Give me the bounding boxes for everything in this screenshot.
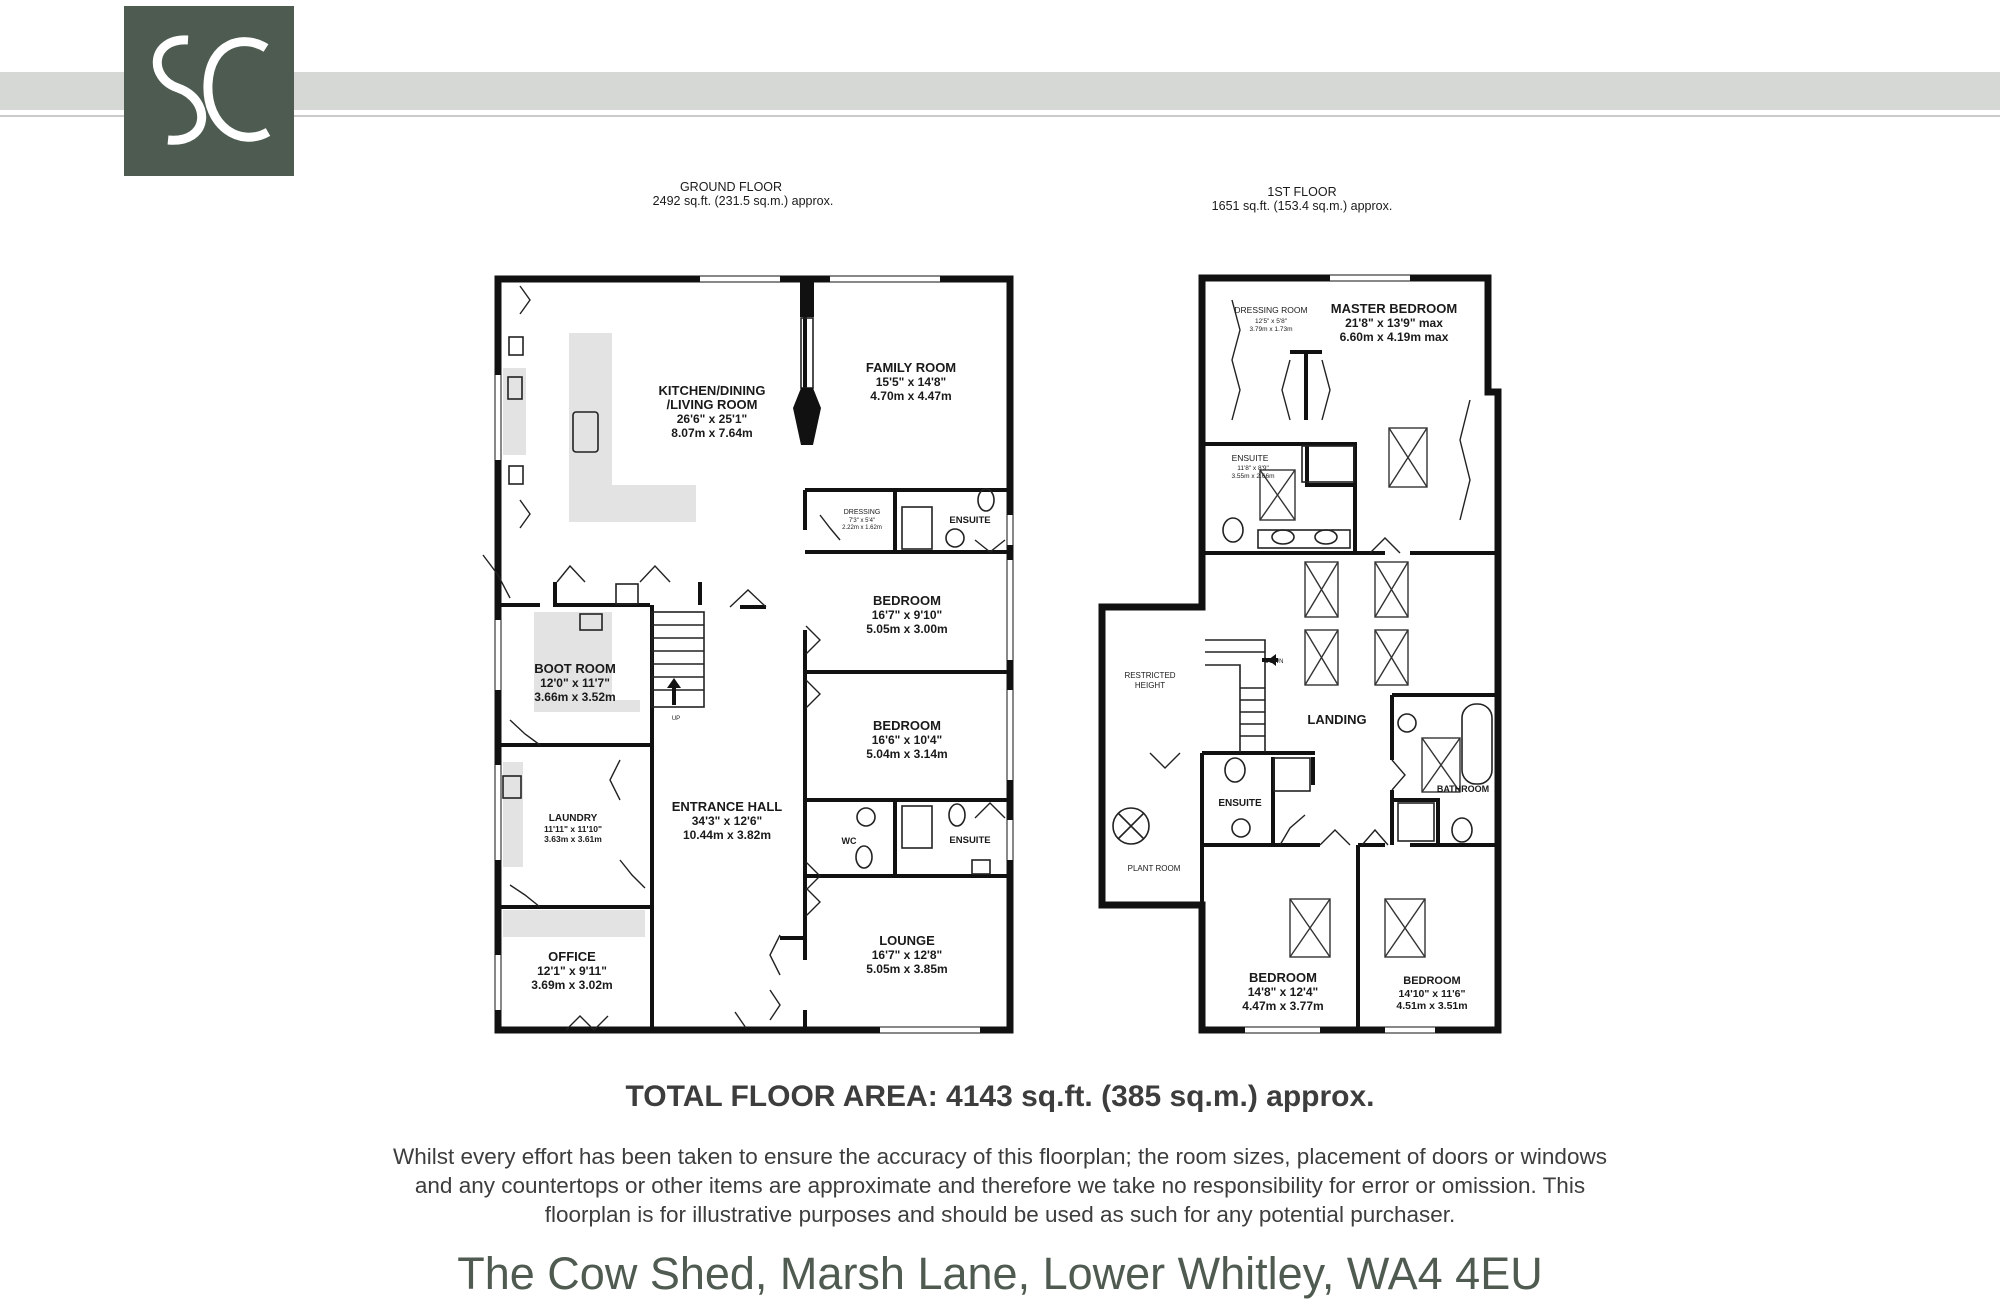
- dim-dressing-room-metric: 3.79m x 1.73m: [1249, 326, 1293, 333]
- basin: [946, 529, 964, 547]
- dim-family-metric: 4.70m x 4.47m: [870, 389, 952, 403]
- basin: [1315, 530, 1337, 544]
- first-floor-title: 1ST FLOOR: [1267, 185, 1337, 199]
- first-floor-area: 1651 sq.ft. (153.4 sq.m.) approx.: [1211, 199, 1393, 213]
- label-wc: WC: [841, 836, 857, 846]
- label-ensuite-master: ENSUITE: [1231, 453, 1269, 463]
- ground-floor-plan: [483, 279, 1010, 1030]
- label-bedroom: BEDROOM: [1403, 975, 1461, 987]
- dim-lounge-metric: 5.05m x 3.85m: [866, 962, 948, 976]
- label-bedroom: BEDROOM: [873, 718, 941, 733]
- label-ensuite: ENSUITE: [1218, 798, 1262, 809]
- shower: [902, 806, 932, 848]
- basin: [972, 860, 990, 874]
- laundry-counter: [503, 762, 523, 867]
- ground-stairs: [652, 612, 704, 707]
- dim-hall-imperial: 34'3" x 12'6": [691, 814, 763, 828]
- dim-bedroom3-imperial: 14'8" x 12'4": [1247, 985, 1319, 999]
- first-floor-plan: [1102, 278, 1498, 1030]
- shower: [1302, 446, 1354, 482]
- basin: [1272, 530, 1294, 544]
- ground-floor-title: GROUND FLOOR: [679, 180, 783, 194]
- fridge: [616, 584, 638, 604]
- toilet: [1452, 818, 1472, 842]
- dim-office-metric: 3.69m x 3.02m: [531, 978, 613, 992]
- label-kitchen-2: /LIVING ROOM: [666, 397, 758, 412]
- toilet: [949, 804, 965, 826]
- dim-boot-imperial: 12'0" x 11'7": [540, 676, 610, 690]
- dim-bedroom4-imperial: 14'10" x 11'6": [1398, 988, 1466, 1000]
- dim-bedroom1-metric: 5.05m x 3.00m: [866, 622, 948, 636]
- toilet: [856, 846, 872, 868]
- label-office: OFFICE: [548, 949, 596, 964]
- label-entrance-hall: ENTRANCE HALL: [671, 799, 783, 814]
- oven: [509, 337, 523, 355]
- dim-bedroom3-metric: 4.47m x 3.77m: [1242, 999, 1324, 1013]
- dim-dressing-imperial: 7'3" x 5'4": [848, 518, 876, 524]
- label-family-room: FAMILY ROOM: [865, 360, 957, 375]
- label-bedroom: BEDROOM: [1249, 970, 1317, 985]
- dim-lounge-imperial: 16'7" x 12'8": [871, 948, 943, 962]
- label-dressing: DRESSING: [843, 509, 881, 516]
- dim-ensuite-master-metric: 3.55m x 2.66m: [1231, 473, 1275, 480]
- office-desk: [503, 910, 645, 937]
- stairs-down-label: DOWN: [1264, 659, 1284, 665]
- dim-hall-metric: 10.44m x 3.82m: [682, 828, 772, 842]
- first-windows: [1245, 278, 1435, 1030]
- shower: [1398, 803, 1434, 841]
- label-dressing-room: DRESSING ROOM: [1234, 305, 1308, 315]
- basin: [1398, 714, 1416, 732]
- disclaimer: Whilst every effort has been taken to ensure the accuracy of this floorplan; the room sizes, placement of doors or windows and any countertops or other items are approximate and therefore we take no responsibility for error or omission. This floorplan is for illustrative purposes and should be used as such for any potential purchaser.: [393, 1144, 1607, 1227]
- plant-room-fan: [1113, 808, 1149, 844]
- dim-dressing-metric: 2.22m x 1.62m: [842, 525, 882, 531]
- basin: [857, 808, 875, 826]
- brand-logo: [124, 6, 294, 176]
- label-plant-room: PLANT ROOM: [1127, 864, 1181, 873]
- label-landing: LANDING: [1307, 712, 1367, 727]
- label-boot-room: BOOT ROOM: [534, 661, 616, 676]
- label-master-bedroom: MASTER BEDROOM: [1330, 301, 1458, 316]
- label-ensuite: ENSUITE: [949, 515, 991, 526]
- dim-family-imperial: 15'5" x 14'8": [875, 375, 947, 389]
- label-ensuite: ENSUITE: [949, 835, 991, 846]
- property-address: The Cow Shed, Marsh Lane, Lower Whitley, WA4 4EU: [457, 1248, 1543, 1299]
- first-doors: [1150, 538, 1405, 845]
- oven: [509, 466, 523, 484]
- label-bedroom: BEDROOM: [873, 593, 941, 608]
- dim-dressing-room-imperial: 12'5" x 5'8": [1254, 318, 1288, 325]
- dim-kitchen-imperial: 26'6" x 25'1": [676, 412, 748, 426]
- toilet: [1225, 758, 1245, 782]
- dim-bedroom2-imperial: 16'6" x 10'4": [871, 733, 943, 747]
- dim-master-imperial: 21'8" x 13'9" max: [1345, 316, 1443, 330]
- header-band: [0, 72, 2000, 110]
- first-stairs: [1205, 640, 1278, 752]
- label-bathroom: BATHROOM: [1436, 784, 1490, 794]
- label-lounge: LOUNGE: [879, 933, 935, 948]
- toilet: [978, 489, 994, 511]
- label-laundry: LAUNDRY: [548, 813, 598, 824]
- dim-ensuite-master-imperial: 11'8" x 8'9": [1237, 465, 1269, 472]
- shower: [902, 507, 932, 549]
- stairs-up-label: UP: [671, 716, 681, 722]
- dim-master-metric: 6.60m x 4.19m max: [1339, 330, 1449, 344]
- first-outer-wall: [1102, 278, 1498, 1030]
- dim-bedroom2-metric: 5.04m x 3.14m: [866, 747, 948, 761]
- dim-boot-metric: 3.66m x 3.52m: [534, 690, 616, 704]
- toilet: [1223, 518, 1243, 542]
- dim-laundry-metric: 3.63m x 3.61m: [544, 834, 602, 844]
- label-restricted: RESTRICTED: [1124, 671, 1176, 680]
- label-restricted-2: HEIGHT: [1134, 681, 1166, 690]
- dim-bedroom1-imperial: 16'7" x 9'10": [871, 608, 943, 622]
- dim-bedroom4-metric: 4.51m x 3.51m: [1396, 1000, 1468, 1012]
- total-floor-area: TOTAL FLOOR AREA: 4143 sq.ft. (385 sq.m.) approx.: [625, 1080, 1375, 1113]
- dim-kitchen-metric: 8.07m x 7.64m: [671, 426, 753, 440]
- basin: [1232, 819, 1250, 837]
- dim-office-imperial: 12'1" x 9'11": [537, 964, 607, 978]
- bathtub: [1462, 704, 1492, 784]
- dim-laundry-imperial: 11'11" x 11'10": [544, 824, 602, 834]
- ground-floor-area: 2492 sq.ft. (231.5 sq.m.) approx.: [652, 194, 834, 208]
- shower: [1274, 758, 1310, 791]
- label-kitchen: KITCHEN/DINING: [658, 383, 766, 398]
